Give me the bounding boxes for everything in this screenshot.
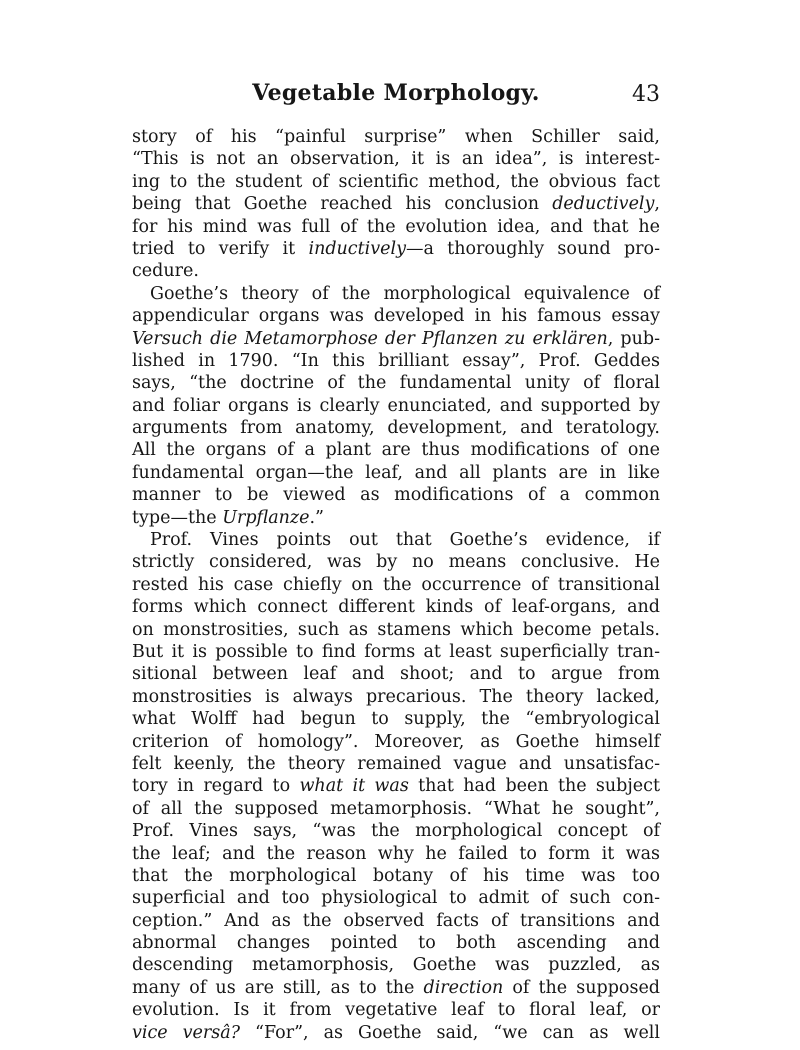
text-line	[132, 731, 660, 753]
text-run: that had been the subject	[408, 776, 660, 797]
text-run: rested his case chiefly on the occurrence of transitional	[132, 574, 660, 595]
text-line	[132, 887, 660, 909]
text-run: But it is possible to find forms at least superficially tran-	[132, 641, 660, 662]
text-line	[132, 305, 660, 327]
text-line	[132, 216, 660, 238]
italic-text: what it was	[299, 776, 409, 797]
text-run: lished in 1790. “In this brilliant essay”, Prof. Geddes	[132, 350, 660, 371]
body-text	[132, 126, 660, 1044]
text-line	[132, 753, 660, 775]
text-run: being that Goethe reached his conclusion	[132, 194, 553, 215]
text-run: story of his “painful surprise” when Schiller said,	[132, 127, 660, 147]
italic-text: vice versâ?	[132, 1022, 241, 1043]
text-line	[132, 328, 660, 350]
text-line	[132, 372, 660, 394]
text-run: ,	[654, 194, 660, 215]
italic-text: direction	[423, 977, 504, 998]
text-line	[132, 283, 660, 305]
text-run: All the organs of a plant are thus modifications of one	[132, 440, 660, 461]
text-line	[132, 865, 660, 887]
text-line	[132, 775, 660, 797]
text-line	[132, 350, 660, 372]
text-line	[132, 954, 660, 976]
text-run: manner to be viewed as modifications of a common	[132, 485, 660, 506]
text-line	[132, 417, 660, 439]
page-header	[132, 80, 660, 112]
text-line	[132, 439, 660, 461]
text-run: of the supposed	[503, 977, 660, 998]
running-title: Vegetable Morphology.	[252, 80, 540, 106]
text-line	[132, 686, 660, 708]
text-line	[132, 574, 660, 596]
text-run: , pub-	[607, 328, 660, 349]
text-run: what Wolff had begun to supply, the “embryological	[132, 709, 660, 730]
text-run: ing to the student of scientific method, the obvious fact	[132, 171, 660, 192]
text-run: —a thoroughly sound pro-	[405, 238, 660, 259]
text-run: arguments from anatomy, development, and teratology.	[132, 418, 660, 439]
text-line	[132, 238, 660, 260]
text-line	[132, 843, 660, 865]
text-run: criterion of homology”. Moreover, as Goethe himself	[132, 731, 660, 752]
text-run: felt keenly, the theory remained vague and unsatisfac-	[132, 753, 660, 774]
text-run: superficial and too physiological to admit of such con-	[132, 888, 660, 909]
text-line	[132, 910, 660, 932]
text-line	[132, 148, 660, 170]
text-line	[132, 1022, 660, 1044]
text-run: forms which connect different kinds of leaf-organs, and	[132, 597, 660, 618]
text-run: “This is not an observation, it is an idea”, is interest-	[132, 149, 660, 170]
text-run: many of us are still, as to the	[132, 977, 424, 998]
text-line	[132, 260, 660, 282]
text-line	[132, 193, 660, 215]
italic-text: Urpflanze	[222, 507, 310, 528]
text-run: of all the supposed metamorphosis. “What he sought”,	[132, 798, 660, 819]
text-line	[132, 126, 660, 148]
text-run: descending metamorphosis, Goethe was puzzled, as	[132, 955, 660, 976]
text-run: tory in regard to	[132, 776, 300, 797]
text-line	[132, 395, 660, 417]
text-line	[132, 529, 660, 551]
text-run: that the morphological botany of his time was too	[132, 865, 660, 886]
text-run: .”	[309, 507, 324, 528]
text-line	[132, 551, 660, 573]
text-run: the leaf; and the reason why he failed to form it was	[132, 843, 660, 864]
italic-text: deductively	[552, 194, 655, 215]
text-run: Goethe’s theory of the morphological equivalence of	[150, 283, 660, 304]
text-run: “For”, as Goethe said, “we can as well	[240, 1022, 661, 1043]
text-run: abnormal changes pointed to both ascending and	[132, 933, 660, 954]
text-line	[132, 596, 660, 618]
text-run: appendicular organs was developed in his famous essay	[132, 306, 660, 327]
text-line	[132, 798, 660, 820]
text-line	[132, 641, 660, 663]
text-line	[132, 462, 660, 484]
text-run: evolution. Is it from vegetative leaf to floral leaf, or	[132, 1000, 660, 1021]
text-run: type—the	[132, 507, 223, 528]
text-run: fundamental organ—the leaf, and all plants are in like	[132, 462, 660, 483]
text-run: tried to verify it	[132, 238, 309, 259]
text-run: cedure.	[132, 261, 199, 282]
text-line	[132, 619, 660, 641]
text-run: and foliar organs is clearly enunciated, and supported by	[132, 395, 660, 416]
text-line	[132, 932, 660, 954]
text-line	[132, 663, 660, 685]
text-run: sitional between leaf and shoot; and to argue from	[132, 664, 660, 685]
text-run: for his mind was full of the evolution idea, and that he	[132, 216, 660, 237]
text-line	[132, 999, 660, 1021]
text-run: strictly considered, was by no means conclusive. He	[132, 552, 660, 573]
italic-text: Versuch die Metamorphose der Pflanzen zu erklären	[132, 328, 608, 349]
page-number: 43	[632, 82, 660, 107]
text-run: Prof. Vines says, “was the morphological concept of	[132, 821, 660, 842]
text-line	[132, 507, 660, 529]
text-run: Prof. Vines points out that Goethe’s evidence, if	[150, 530, 660, 551]
text-run: says, “the doctrine of the fundamental unity of floral	[132, 373, 660, 394]
text-run: monstrosities is always precarious. The theory lacked,	[132, 686, 660, 707]
text-run: ception.” And as the observed facts of transitions and	[132, 910, 660, 931]
text-line	[132, 171, 660, 193]
italic-text: inductively	[308, 238, 406, 259]
text-run: on monstrosities, such as stamens which become petals.	[132, 619, 660, 640]
text-line	[132, 484, 660, 506]
text-line	[132, 708, 660, 730]
text-line	[132, 977, 660, 999]
text-line	[132, 820, 660, 842]
